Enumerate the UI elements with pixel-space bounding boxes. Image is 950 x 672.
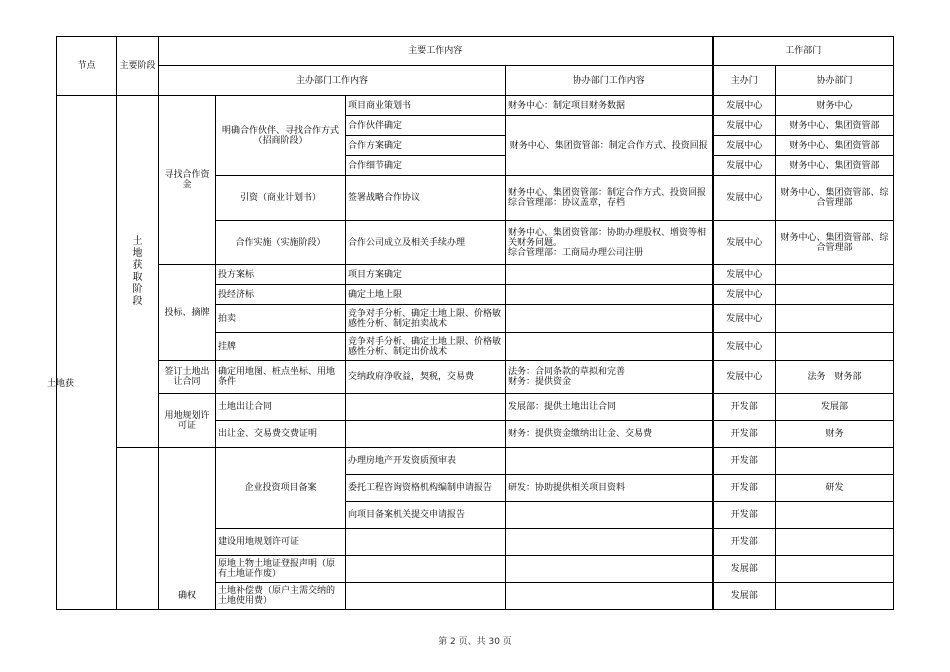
work-item: 竞争对手分析、确定土地上限、价格敏感性分析、制定出价战术 bbox=[346, 333, 506, 361]
assist-dept bbox=[776, 556, 894, 583]
work-item: 合作细节确定 bbox=[346, 156, 506, 176]
assist-item bbox=[506, 333, 713, 361]
page-footer: 第 2 页、共 30 页 bbox=[438, 637, 512, 647]
assist-dept bbox=[776, 305, 894, 333]
work-item bbox=[346, 583, 506, 610]
header-lead-work: 主办部门工作内容 bbox=[159, 66, 506, 96]
lead-dept: 发展中心 bbox=[713, 176, 776, 221]
assist-item: 发展部：提供土地出让合同 bbox=[506, 394, 713, 421]
sub-filing: 企业投资项目备案 bbox=[216, 448, 346, 529]
sub-clarify: 明确合作伙伴、寻找合作方式（招商阶段） bbox=[216, 96, 346, 176]
group-bid: 投标、摘牌 bbox=[159, 265, 216, 361]
lead-dept: 发展中心 bbox=[713, 221, 776, 265]
sub-item: 挂牌 bbox=[216, 333, 346, 361]
assist-dept: 财务中心、集团资管部 bbox=[776, 136, 894, 156]
assist-item bbox=[506, 265, 713, 285]
stage-cell bbox=[117, 96, 159, 448]
sub-item: 土地补偿费（原户主需交纳的土地使用费） bbox=[216, 583, 346, 610]
work-table bbox=[56, 36, 894, 610]
assist-dept: 财务中心 bbox=[776, 96, 894, 116]
header-assist-work: 协办部门工作内容 bbox=[506, 66, 713, 96]
node-cell-cont bbox=[57, 448, 117, 610]
lead-dept: 发展中心 bbox=[713, 136, 776, 156]
work-item: 委托工程咨询资格机构编制申请报告 bbox=[346, 475, 506, 502]
assist-dept bbox=[776, 502, 894, 529]
assist-dept bbox=[776, 583, 894, 610]
group-partner: 寻找合作资金 bbox=[159, 96, 216, 265]
assist-dept bbox=[776, 448, 894, 475]
assist-item: 财务中心、集团资管部：制定合作方式、投资回报 综合管理部：协议盖章，存档 bbox=[506, 176, 713, 221]
header-dept: 工作部门 bbox=[713, 37, 894, 66]
header-stage: 主要阶段 bbox=[117, 37, 159, 96]
work-item: 确定土地上限 bbox=[346, 285, 506, 305]
lead-dept: 发展中心 bbox=[713, 265, 776, 285]
work-item: 办理房地产开发资质预审表 bbox=[346, 448, 506, 475]
work-item: 合作公司成立及相关手续办理 bbox=[346, 221, 506, 265]
assist-dept bbox=[776, 529, 894, 556]
lead-dept: 发展部 bbox=[713, 556, 776, 583]
work-item: 合作方案确定 bbox=[346, 136, 506, 156]
work-item bbox=[346, 529, 506, 556]
work-item: 项目方案确定 bbox=[346, 265, 506, 285]
group-confirm: 确权 bbox=[159, 448, 216, 610]
work-item: 项目商业策划书 bbox=[346, 96, 506, 116]
group-contract: 签订土地出让合同 bbox=[159, 361, 216, 394]
assist-dept: 法务 财务部 bbox=[776, 361, 894, 394]
assist-item: 财务：提供资金缴纳出让金、交易费 bbox=[506, 421, 713, 448]
assist-item bbox=[506, 305, 713, 333]
lead-dept: 开发部 bbox=[713, 448, 776, 475]
sub-item: 原地上物土地证登报声明（原有土地证作废） bbox=[216, 556, 346, 583]
work-item bbox=[346, 556, 506, 583]
assist-dept: 财务中心、集团资管部、综合管理部 bbox=[776, 176, 894, 221]
assist-dept: 财务中心、集团资管部、综合管理部 bbox=[776, 221, 894, 265]
assist-item: 财务中心、集团资管部：制定合作方式、投资回报 bbox=[506, 116, 713, 176]
sub-item: 投经济标 bbox=[216, 285, 346, 305]
stage-label: 土地获取阶段 bbox=[132, 235, 143, 307]
lead-dept: 开发部 bbox=[713, 394, 776, 421]
lead-dept: 开发部 bbox=[713, 475, 776, 502]
lead-dept: 发展中心 bbox=[713, 156, 776, 176]
lead-dept: 发展中心 bbox=[713, 116, 776, 136]
assist-item bbox=[506, 556, 713, 583]
lead-dept: 发展中心 bbox=[713, 361, 776, 394]
assist-dept bbox=[776, 265, 894, 285]
assist-dept: 财务中心、集团资管部 bbox=[776, 156, 894, 176]
assist-item: 研发：协助提供相关项目资料 bbox=[506, 475, 713, 502]
lead-dept: 发展中心 bbox=[713, 305, 776, 333]
header-lead-dept: 主办门 bbox=[713, 66, 776, 96]
sub-item: 出让金、交易费交费证明 bbox=[216, 421, 346, 448]
assist-item bbox=[506, 448, 713, 475]
lead-dept: 发展中心 bbox=[713, 333, 776, 361]
sub-coop: 合作实施（实施阶段） bbox=[216, 221, 346, 265]
work-item: 竞争对手分析、确定土地上限、价格敏感性分析、制定拍卖战术 bbox=[346, 305, 506, 333]
assist-dept bbox=[776, 285, 894, 305]
header-node: 节点 bbox=[57, 37, 117, 96]
sub-item: 土地出让合同 bbox=[216, 394, 346, 421]
sub-item: 投方案标 bbox=[216, 265, 346, 285]
assist-dept: 财务中心、集团资管部 bbox=[776, 116, 894, 136]
assist-item bbox=[506, 285, 713, 305]
assist-item bbox=[506, 502, 713, 529]
assist-item bbox=[506, 583, 713, 610]
stage-cell-cont bbox=[117, 448, 159, 610]
sub-item: 确定用地图、桩点坐标、用地条件 bbox=[216, 361, 346, 394]
sub-invest: 引资（商业计划书） bbox=[216, 176, 346, 221]
lead-dept: 发展中心 bbox=[713, 285, 776, 305]
assist-item: 财务中心：制定项目财务数据 bbox=[506, 96, 713, 116]
lead-dept: 开发部 bbox=[713, 421, 776, 448]
lead-dept: 发展部 bbox=[713, 583, 776, 610]
work-item: 签署战略合作协议 bbox=[346, 176, 506, 221]
lead-dept: 开发部 bbox=[713, 502, 776, 529]
work-item: 合作伙伴确定 bbox=[346, 116, 506, 136]
node-label: 土地获 bbox=[47, 379, 75, 389]
assist-item: 法务：合同条款的草拟和完善 财务：提供资金 bbox=[506, 361, 713, 394]
work-item: 交纳政府净收益，契税，交易费 bbox=[346, 361, 506, 394]
sub-item: 拍卖 bbox=[216, 305, 346, 333]
assist-item: 财务中心、集团资管部：协助办理股权、增资等相关财务问题。 综合管理部：工商局办理公司注册 bbox=[506, 221, 713, 265]
header-main-work: 主要工作内容 bbox=[159, 37, 713, 66]
assist-dept: 研发 bbox=[776, 475, 894, 502]
work-item: 向项目备案机关提交申请报告 bbox=[346, 502, 506, 529]
assist-item bbox=[506, 529, 713, 556]
work-item bbox=[346, 421, 506, 448]
assist-dept: 发展部 bbox=[776, 394, 894, 421]
group-plan: 用地规划许可证 bbox=[159, 394, 216, 448]
sub-item: 建设用地规划许可证 bbox=[216, 529, 346, 556]
header-assist-dept: 协办部门 bbox=[776, 66, 894, 96]
lead-dept: 开发部 bbox=[713, 529, 776, 556]
node-cell bbox=[57, 96, 117, 448]
work-item bbox=[346, 394, 506, 421]
assist-dept bbox=[776, 333, 894, 361]
lead-dept: 发展中心 bbox=[713, 96, 776, 116]
assist-dept: 财务 bbox=[776, 421, 894, 448]
